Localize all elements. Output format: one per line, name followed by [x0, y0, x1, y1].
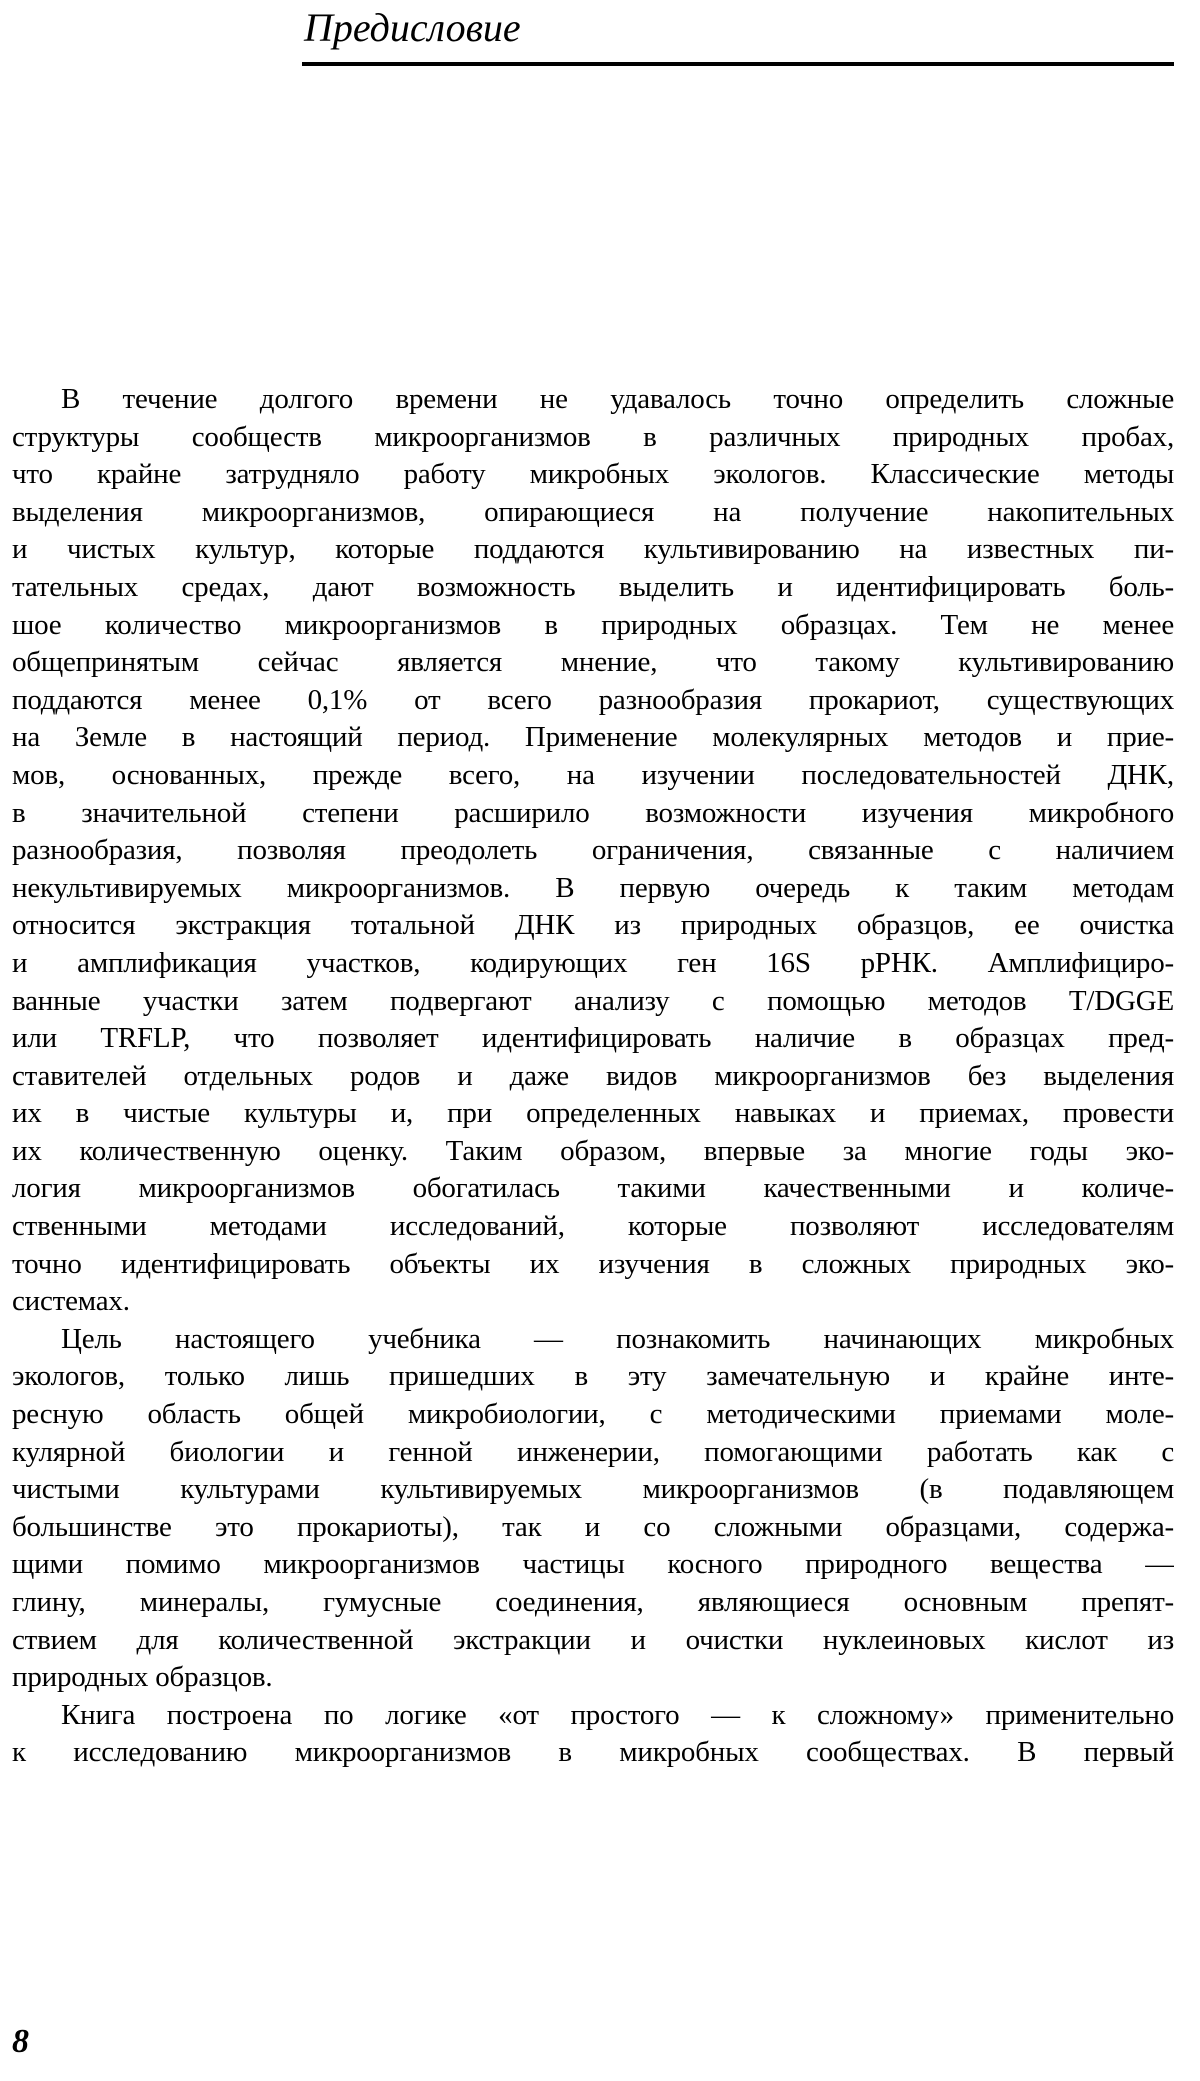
text-line: ставителей отдельных родов и даже видов микроорганизмов без выделения: [12, 1059, 1174, 1092]
paragraph-3: [12, 1697, 1174, 1772]
text-line: чистыми культурами культивируемых микроорганизмов (в подавляющем: [12, 1473, 1174, 1506]
text-line: разнообразия, позволяя преодолеть ограничения, связанные с наличием: [12, 834, 1174, 867]
text-line: шое количество микроорганизмов в природных образцах. Тем не менее: [12, 608, 1174, 641]
text-line: или TRFLP, что позволяет идентифицировать наличие в образцах пред-: [12, 1022, 1174, 1055]
text-line: и чистых культур, которые поддаются культивированию на известных пи-: [12, 533, 1174, 566]
text-line: поддаются менее 0,1% от всего разнообразия прокариот, существующих: [12, 683, 1174, 716]
text-line: кулярной биологии и генной инженерии, помогающими работать как с: [12, 1435, 1174, 1468]
running-header: [302, 0, 1174, 67]
text-line: ванные участки затем подвергают анализу с помощью методов T/DGGE: [12, 984, 1174, 1017]
text-line: щими помимо микроорганизмов частицы косного природного вещества —: [12, 1548, 1174, 1581]
text-line: некультивируемых микроорганизмов. В первую очередь к таким методам: [12, 871, 1174, 904]
text-line: Цель настоящего учебника — познакомить начинающих микробных: [61, 1322, 1174, 1355]
header-rule: [302, 62, 1174, 66]
text-line: и амплификация участков, кодирующих ген 16S рРНК. Амплифициро-: [12, 946, 1174, 979]
text-line: экологов, только лишь пришедших в эту замечательную и крайне инте-: [12, 1360, 1174, 1393]
text-line: точно идентифицировать объекты их изучения в сложных природных эко-: [12, 1247, 1174, 1280]
text-line: общепринятым сейчас является мнение, что такому культивированию: [12, 646, 1174, 679]
paragraph-1: [12, 381, 1174, 1321]
paragraph-2: [12, 1321, 1174, 1697]
text-line: их количественную оценку. Таким образом, впервые за многие годы эко-: [12, 1134, 1174, 1167]
text-line: системах.: [12, 1285, 130, 1318]
text-line: ствием для количественной экстракции и очистки нуклеиновых кислот из: [12, 1623, 1174, 1656]
body-text: [12, 381, 1174, 1772]
text-line: В течение долгого времени не удавалось точно определить сложные: [61, 383, 1174, 415]
text-line: большинстве это прокариоты), так и со сложными образцами, содержа-: [12, 1510, 1174, 1543]
text-line: на Земле в настоящий период. Применение молекулярных методов и прие-: [12, 721, 1174, 754]
text-line: ственными методами исследований, которые позволяют исследователям: [12, 1210, 1174, 1243]
page-number: 8: [12, 2023, 29, 2060]
text-line: выделения микроорганизмов, опирающиеся на получение накопительных: [12, 495, 1174, 528]
text-line: что крайне затрудняло работу микробных экологов. Классические методы: [12, 458, 1174, 491]
text-line: глину, минералы, гумусные соединения, являющиеся основным препят-: [12, 1586, 1174, 1618]
text-line: в значительной степени расширило возможности изучения микробного: [12, 796, 1174, 829]
text-line: их в чистые культуры и, при определенных навыках и приемах, провести: [12, 1097, 1174, 1130]
text-line: Книга построена по логике «от простого — к сложному» применительно: [61, 1698, 1174, 1731]
running-header-title: Предисловие: [304, 5, 521, 50]
text-line: логия микроорганизмов обогатилась такими качественными и количе-: [12, 1172, 1174, 1205]
text-line: структуры сообществ микроорганизмов в различных природных пробах,: [12, 420, 1174, 453]
text-line: тательных средах, дают возможность выделить и идентифицировать боль-: [12, 570, 1174, 603]
text-line: природных образцов.: [12, 1661, 273, 1694]
text-line: мов, основанных, прежде всего, на изучении последовательностей ДНК,: [12, 758, 1174, 791]
text-line: к исследованию микроорганизмов в микробных сообществах. В первый: [12, 1736, 1174, 1769]
text-line: относится экстракция тотальной ДНК из природных образцов, ее очистка: [12, 909, 1174, 942]
text-line: ресную область общей микробиологии, с методическими приемами моле-: [12, 1398, 1174, 1431]
